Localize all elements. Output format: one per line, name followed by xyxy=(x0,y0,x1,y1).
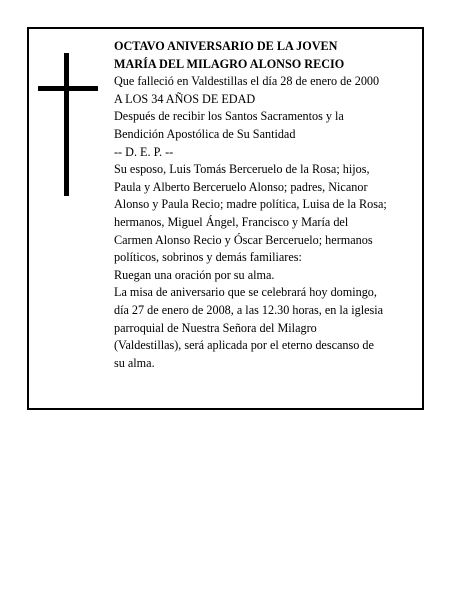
rest-in-peace: -- D. E. P. -- xyxy=(114,144,174,159)
mass-line: (Valdestillas), será aplicada por el eterno descanso de xyxy=(114,338,374,353)
family-line: Carmen Alonso Recio y Óscar Berceruelo; hermanos xyxy=(114,232,373,247)
mass-line: parroquial de Nuestra Señora del Milagro xyxy=(114,320,317,335)
prayer-request: Ruegan una oración por su alma. xyxy=(114,267,275,282)
sacraments-line: Bendición Apostólica de Su Santidad xyxy=(114,126,296,141)
mass-line: La misa de aniversario que se celebrará hoy domingo, xyxy=(114,285,377,300)
age-at-death: A LOS 34 AÑOS DE EDAD xyxy=(114,91,256,106)
sacraments-line: Después de recibir los Santos Sacramentos y la xyxy=(114,109,344,124)
family-line: Su esposo, Luis Tomás Berceruelo de la Rosa; hijos, xyxy=(114,162,370,177)
cross-horizontal-bar xyxy=(38,86,98,91)
deceased-name: MARÍA DEL MILAGRO ALONSO RECIO xyxy=(114,56,345,71)
family-line: Alonso y Paula Recio; madre política, Luisa de la Rosa; xyxy=(114,197,387,212)
mass-line: su alma. xyxy=(114,355,155,370)
anniversary-heading: OCTAVO ANIVERSARIO DE LA JOVEN xyxy=(114,39,338,53)
family-line: hermanos, Miguel Ángel, Francisco y María del xyxy=(114,214,349,229)
family-line: Paula y Alberto Berceruelo Alonso; padres, Nicanor xyxy=(114,179,368,194)
mass-line: día 27 de enero de 2008, a las 12.30 horas, en la iglesia xyxy=(114,302,384,317)
death-place-date: Que falleció en Valdestillas el día 28 de enero de 2000 xyxy=(114,74,380,89)
cross-icon xyxy=(38,53,98,196)
family-line: políticos, sobrinos y demás familiares: xyxy=(114,250,302,265)
cross-vertical-bar xyxy=(64,53,69,196)
obituary-text xyxy=(114,38,420,372)
